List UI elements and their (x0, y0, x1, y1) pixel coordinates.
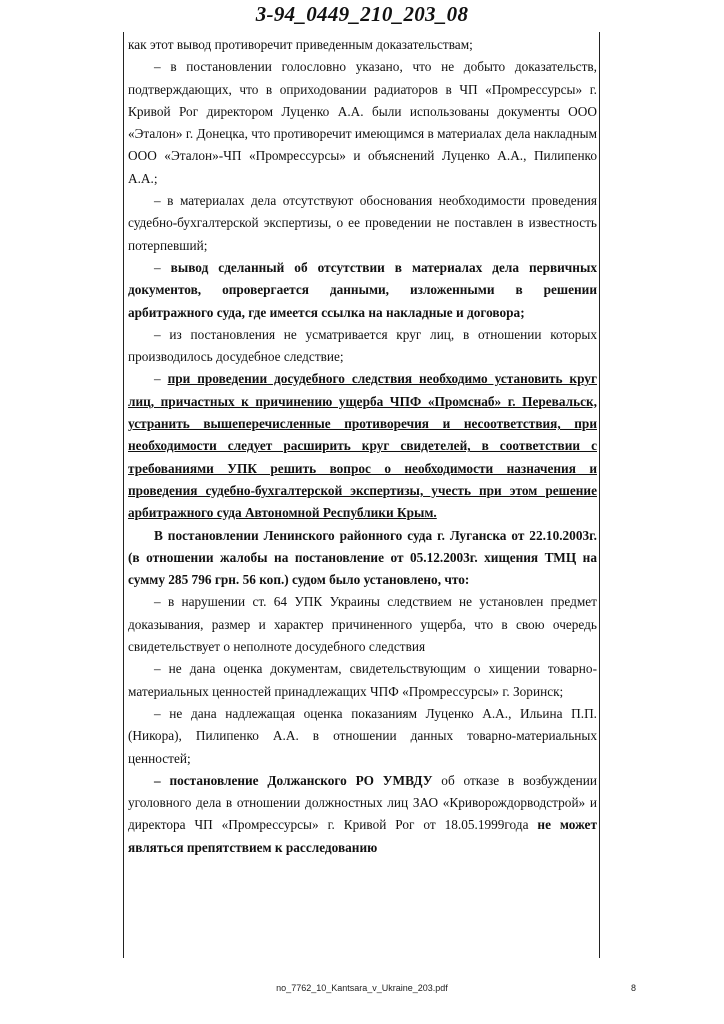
text-segment: – из постановления не усматривается круг лиц, в отношении которых производилось досудебное следствие; (128, 326, 597, 365)
paragraph (128, 34, 597, 56)
emphasized-text: – постановление Должанского РО УМВДУ (154, 772, 433, 788)
paragraph (128, 591, 597, 658)
footer-filename: no_7762_10_Kantsara_v_Ukraine_203.pdf (276, 983, 448, 993)
page-number: 8 (631, 983, 637, 993)
emphasized-text: В постановлении Ленинского районного суда г. Луганска от 22.10.2003г. (в отношении жалобы на постановление от 05.12.2003г. хищения ТМЦ на сумму 285 796 грн. 56 коп.) судом было установлено, что: (128, 527, 597, 588)
paragraph (128, 525, 597, 592)
text-segment: – в постановлении голословно указано, что не добыто доказательств, подтверждающих, что в оприходовании радиаторов в ЧП «Промрессурсы» г. Кривой Рог директором Луценко А.А. были использованы документы ООО «Эталон» г. Донецка, что противоречит имеющимся в материалах дела накладным ООО «Эталон»-ЧП «Промрессурсы» и объяснений Луценко А.А., Пилипенко А.А.; (128, 59, 597, 186)
paragraph (128, 658, 597, 703)
paragraph (128, 703, 597, 770)
paragraph (128, 368, 597, 524)
paragraph (128, 324, 597, 369)
text-segment: – не дана надлежащая оценка показаниям Луценко А.А., Ильина П.П. (Никора), Пилипенко А.А. в отношении данных товарно-материальных ценностей; (128, 705, 597, 766)
text-segment: – (154, 371, 168, 387)
text-segment: – в материалах дела отсутствуют обоснования необходимости проведения судебно-бухгалтерской экспертизы, о ее проведении не поставлен в известность потерпевший; (128, 193, 597, 253)
emphasized-text: при проведении досудебного следствия необходимо установить круг лиц, причастных к причинению ущерба ЧПФ «Промснаб» г. Перевальск, устранить вышеперечисленные противоречия и несоответствия, при необходимости следует расширить круг свидетелей, в соответствии с требованиями УПК решить вопрос о необходимости назначения и проведения судебно-бухгалтерской экспертизы, учесть при этом решение арбитражного суда Автономной Республики Крым. (128, 371, 597, 521)
emphasized-text: вывод сделанный об отсутствии в материалах дела первичных документов, опровергается данными, изложенными в решении арбитражного суда, где имеется ссылка на накладные и договора; (128, 259, 597, 320)
text-frame (123, 32, 600, 958)
case-number-header: 3-94_0449_210_203_08 (255, 2, 469, 26)
emphasized-text: не может являться препятствием к расследованию (128, 817, 597, 855)
text-segment: как этот вывод противоречит приведенным доказательствам; (128, 37, 473, 52)
text-segment: – не дана оценка документам, свидетельствующим о хищении товарно-материальных ценностей принадлежащих ЧПФ «Промрессурсы» г. Зоринск; (128, 661, 597, 699)
document-body (124, 32, 599, 859)
paragraph (128, 190, 597, 257)
text-segment: – (154, 259, 171, 275)
text-segment: об отказе в возбуждении уголовного дела в отношении должностных лиц ЗАО «Криворождорводстрой» и директора ЧП «Промрессурсы» г. Кривой Рог от 18.05.1999года (128, 772, 597, 833)
paragraph (128, 770, 597, 859)
paragraph (128, 257, 597, 324)
paragraph (128, 56, 597, 190)
text-segment: – в нарушении ст. 64 УПК Украины следствием не установлен предмет доказывания, размер и характер причиненного ущерба, что в свою очередь свидетельствует о неполноте досудебного следствия (128, 594, 597, 655)
